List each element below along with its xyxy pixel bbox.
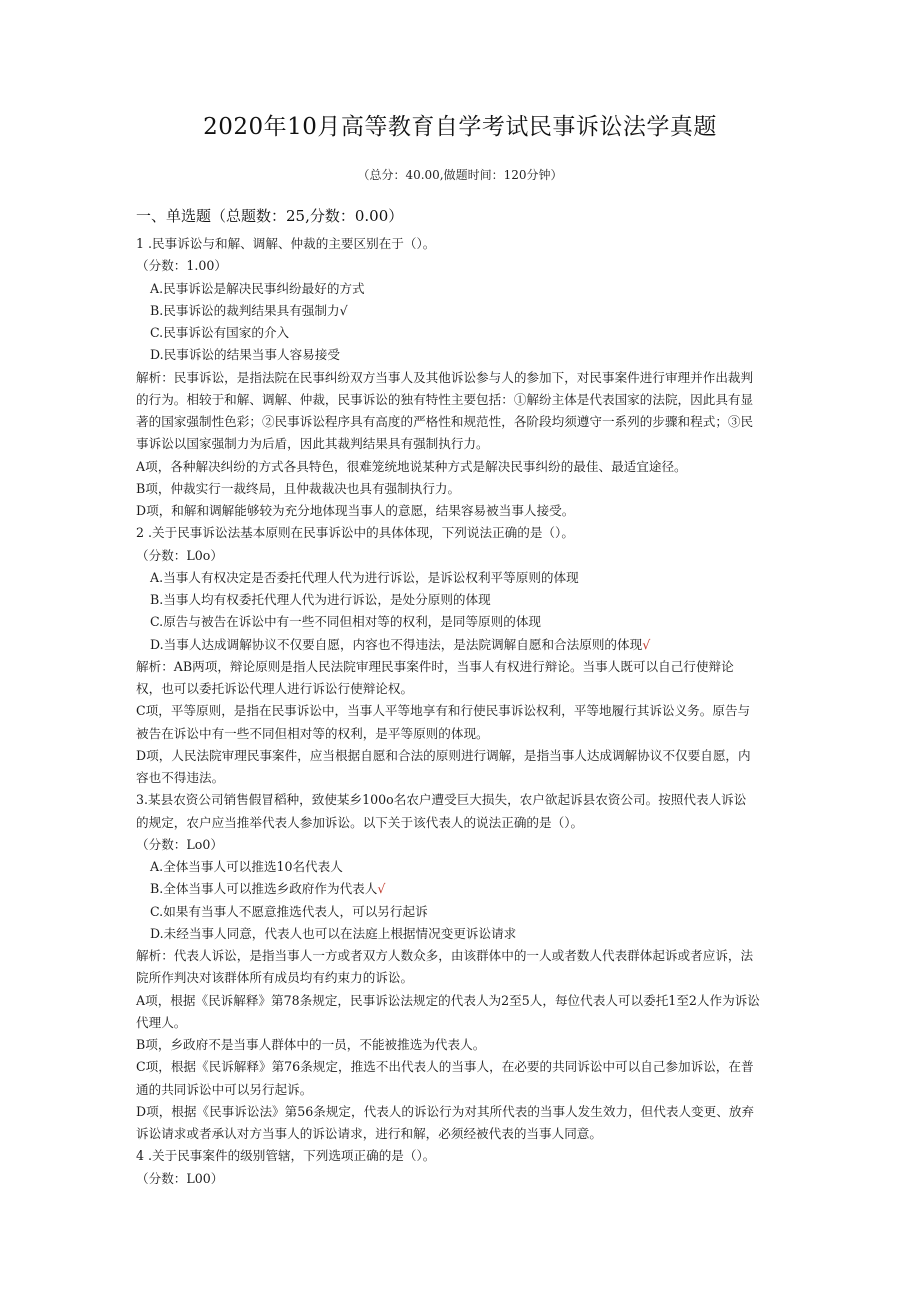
question-stem: 3.某县农资公司销售假冒稻种，致使某乡100o名农户遭受巨大损失，农户欲起诉县农资公司。按照代表人诉讼 — [136, 792, 747, 808]
answer-option-correct: D.当事人达成调解协议不仅要自愿，内容也不得违法，是法院调解自愿和合法原则的体现√ — [150, 636, 651, 652]
analysis-text: C项，平等原则，是指在民事诉讼中，当事人平等地享有和行使民事诉讼权利，平等地履行其诉讼义务。原告与 — [136, 703, 751, 719]
analysis-text: 事诉讼以国家强制力为后盾，因此其裁判结果具有强制执行力。 — [136, 436, 489, 452]
analysis-text: 容也不得违法。 — [136, 770, 225, 785]
analysis-text: A项，根据《民诉解释》第78条规定，民事诉讼法规定的代表人为2至5人，每位代表人可以委托1至2人作为诉讼 — [136, 992, 760, 1008]
question-stem: 2 .关于民事诉讼法基本原则在民事诉讼中的具体体现，下列说法正确的是（）。 — [136, 525, 574, 541]
question-stem: 的规定，农户应当推举代表人参加诉讼。以下关于该代表人的说法正确的是（）。 — [136, 814, 584, 830]
analysis-text: 通的共同诉讼中可以另行起诉。 — [136, 1081, 313, 1097]
answer-option: D.未经当事人同意，代表人也可以在法庭上根据情况变更诉讼请求 — [150, 925, 517, 941]
question-score: （分数：L00） — [136, 1170, 224, 1186]
answer-option: C.如果有当事人不愿意推选代表人，可以另行起诉 — [150, 903, 428, 919]
analysis-text: B项，仲裁实行一裁终局，且仲裁裁决也具有强制执行力。 — [136, 480, 461, 496]
correct-check-icon: √ — [377, 881, 386, 897]
answer-option: B.当事人均有权委托代理人代为进行诉讼，是处分原则的体现 — [150, 592, 491, 607]
analysis-text: 解析：代表人诉讼，是指当事人一方或者双方人数众多，由该群体中的一人或者数人代表群体起诉或者应诉，法 — [136, 948, 754, 963]
analysis-text: 权，也可以委托诉讼代理人进行诉讼行使辩论权。 — [136, 681, 414, 696]
analysis-text: D项，和解和调解能够较为充分地体现当事人的意愿，结果容易被当事人接受。 — [136, 503, 575, 518]
analysis-text: 解析：AB两项，辩论原则是指人民法院审理民事案件时，当事人有权进行辩论。当事人既可以自己行使辩论 — [136, 658, 734, 674]
answer-option: A.全体当事人可以推选10名代表人 — [150, 859, 343, 874]
analysis-text: D项，人民法院审理民事案件，应当根据自愿和合法的原则进行调解，是指当事人达成调解协议不仅要自愿，内 — [136, 747, 751, 763]
document-title: 2020年10月高等教育自学考试民事诉讼法学真题 — [203, 114, 717, 140]
analysis-text: D项，根据《民事诉讼法》第56条规定，代表人的诉讼行为对其所代表的当事人发生效力，但代表人变更、放弃 — [136, 1103, 755, 1119]
question-score: （分数：1.00） — [136, 258, 228, 274]
analysis-text: 代理人。 — [136, 1014, 187, 1030]
question-score: （分数：Lo0） — [136, 836, 223, 852]
document-body — [136, 233, 784, 1190]
analysis-text: 著的国家强制性色彩；②民事诉讼程序具有高度的严格性和规范性，各阶段均须遵守一系列的步骤和程式；③民 — [136, 414, 754, 429]
analysis-text: 被告在诉讼中有一些不同但相对等的权利，是平等原则的体现。 — [136, 725, 489, 741]
document-meta: （总分：40.00,做题时间：120分钟） — [357, 168, 563, 182]
answer-option: A.民事诉讼是解决民事纠纷最好的方式 — [150, 280, 365, 296]
analysis-text: A项，各种解决纠纷的方式各具特色，很难笼统地说某种方式是解决民事纠纷的最佳、最适宜途径。 — [136, 458, 687, 474]
answer-option: D.民事诉讼的结果当事人容易接受 — [150, 347, 340, 363]
answer-option-correct: B.民事诉讼的裁判结果具有强制力√ — [150, 302, 348, 318]
correct-check-icon: √ — [642, 636, 651, 652]
answer-option: A.当事人有权决定是否委托代理人代为进行诉讼，是诉讼权利平等原则的体现 — [150, 569, 579, 585]
answer-option-correct: B.全体当事人可以推选乡政府作为代表人√ — [150, 881, 386, 897]
answer-option: C.原告与被告在诉讼中有一些不同但相对等的权利，是同等原则的体现 — [150, 614, 542, 630]
analysis-text: 院所作判决对该群体所有成员均有约束力的诉讼。 — [136, 970, 414, 986]
question-stem: 1 .民事诉讼与和解、调解、仲裁的主要区别在于（）。 — [136, 236, 436, 251]
section-header: 一、单选题（总题数：25,分数：0.00） — [136, 207, 404, 225]
analysis-text: 诉讼请求或者承认对方当事人的诉讼请求，进行和解，必须经被代表的当事人同意。 — [136, 1126, 602, 1141]
question-score: （分数：L0o） — [136, 547, 223, 563]
analysis-text: B项，乡政府不是当事人群体中的一员，不能被推选为代表人。 — [136, 1037, 486, 1052]
answer-option: C.民事诉讼有国家的介入 — [150, 325, 290, 340]
analysis-text: 解析：民事诉讼，是指法院在民事纠纷双方当事人及其他诉讼参与人的参加下，对民事案件进行审理并作出裁判 — [136, 369, 754, 385]
analysis-text: 的行为。相较于和解、调解、仲裁，民事诉讼的独有特性主要包括：①解纷主体是代表国家的法院，因此具有显 — [136, 391, 754, 407]
analysis-text: C项，根据《民诉解释》第76条规定，推选不出代表人的当事人，在必要的共同诉讼中可以自己参加诉讼，在普 — [136, 1059, 754, 1075]
question-stem: 4 .关于民事案件的级别管辖，下列选项正确的是（）。 — [136, 1148, 436, 1164]
